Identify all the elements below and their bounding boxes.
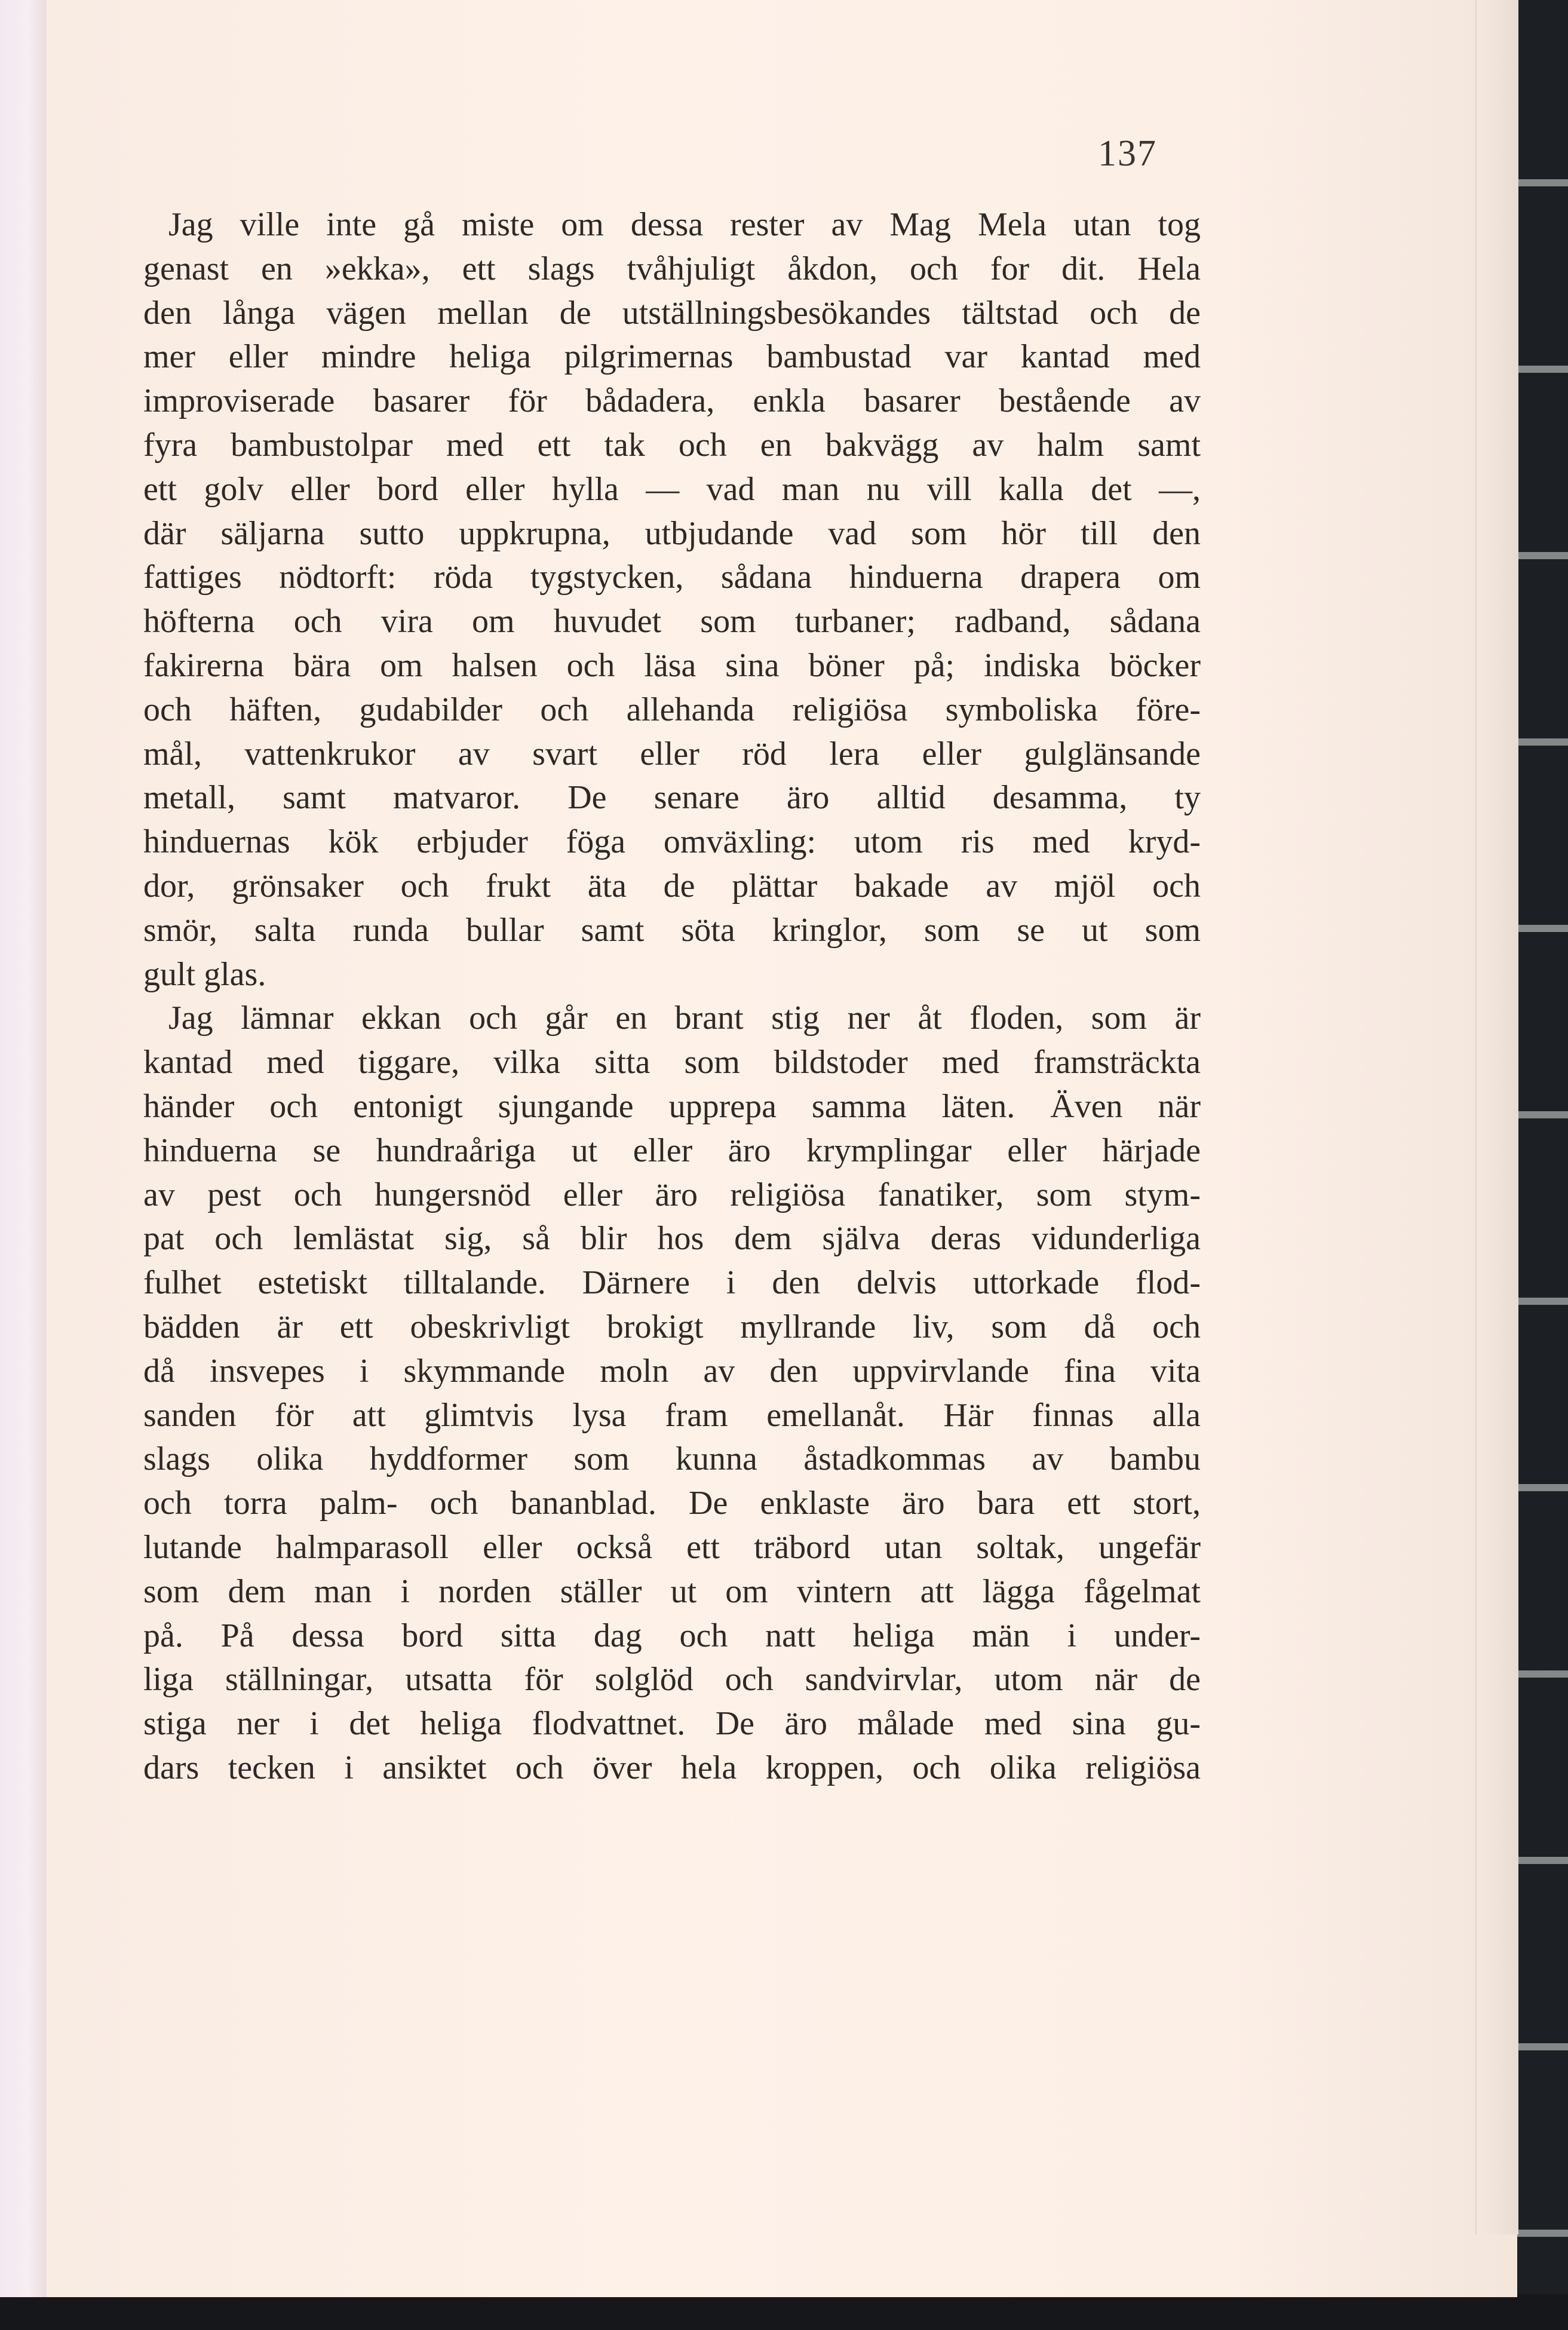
paragraph-2: [143, 997, 1201, 1790]
text-line: lutande halmparasoll eller också ett träbord utan soltak, ungefär: [143, 1528, 1201, 1566]
text-line: hinduerna se hundraåriga ut eller äro krymplingar eller härjade: [143, 1132, 1201, 1169]
text-line: händer och entonigt sjungande upprepa samma läten. Även när: [143, 1087, 1201, 1125]
text-line: och häften, gudabilder och allehanda religiösa symboliska före-: [143, 691, 1201, 728]
text-line: genast en »ekka», ett slags tvåhjuligt åkdon, och for dit. Hela: [143, 250, 1201, 287]
previous-page-edge: [0, 0, 48, 2297]
text-line: fyra bambustolpar med ett tak och en bakvägg av halm samt: [143, 426, 1201, 464]
paragraph-1: [143, 203, 1201, 997]
text-line: stiga ner i det heliga flodvattnet. De äro målade med sina gu-: [143, 1705, 1201, 1743]
scanner-backdrop: [1517, 0, 1568, 2330]
page-number: 137: [1098, 133, 1157, 174]
text-line: fulhet estetiskt tilltalande. Därnere i den delvis uttorkade flod-: [143, 1264, 1201, 1302]
text-line: slags olika hyddformer som kunna åstadkommas av bambu: [143, 1440, 1201, 1478]
text-line: gult glas.: [143, 955, 266, 993]
text-line: mer eller mindre heliga pilgrimernas bambustad var kantad med: [143, 338, 1201, 376]
text-line: som dem man i norden ställer ut om vintern att lägga fågelmat: [143, 1572, 1201, 1610]
text-line: bädden är ett obeskrivligt brokigt myllrande liv, som då och: [143, 1308, 1201, 1345]
text-line: dars tecken i ansiktet och över hela kroppen, och olika religiösa: [143, 1749, 1201, 1786]
text-line: på. På dessa bord sitta dag och natt heliga män i under-: [143, 1617, 1201, 1654]
scanner-backdrop-bottom: [0, 2294, 1568, 2330]
text-line: improviserade basarer för bådadera, enkla basarer bestående av: [143, 382, 1201, 420]
text-line: den långa vägen mellan de utställningsbesökandes tältstad och de: [143, 294, 1201, 332]
text-line: då insvepes i skymmande moln av den uppvirvlande fina vita: [143, 1352, 1201, 1390]
text-line: Jag lämnar ekkan och går en brant stig ner åt floden, som är: [168, 1000, 1201, 1037]
text-line: fattiges nödtorft: röda tygstycken, sådana hinduerna drapera om: [143, 559, 1201, 596]
text-line: Jag ville inte gå miste om dessa rester av Mag Mela utan tog: [168, 206, 1201, 243]
text-line: där säljarna sutto uppkrupna, utbjudande vad som hör till den: [143, 514, 1201, 552]
text-line: av pest och hungersnöd eller äro religiösa fanatiker, som stym-: [143, 1176, 1201, 1213]
text-line: kantad med tiggare, vilka sitta som bildstoder med framsträckta: [143, 1044, 1201, 1081]
text-line: och torra palm- och bananblad. De enklaste äro bara ett stort,: [143, 1485, 1201, 1522]
text-line: metall, samt matvaror. De senare äro alltid desamma, ty: [143, 779, 1201, 817]
text-line: sanden för att glimtvis lysa fram emellanåt. Här finnas alla: [143, 1396, 1201, 1434]
page-stack-edge: [1475, 0, 1518, 2234]
text-line: ett golv eller bord eller hylla — vad man nu vill kalla det —,: [143, 470, 1201, 508]
body-text: [143, 203, 1201, 1791]
text-line: dor, grönsaker och frukt äta de plättar bakade av mjöl och: [143, 867, 1201, 905]
text-line: smör, salta runda bullar samt söta kringlor, som se ut som: [143, 911, 1201, 949]
text-line: fakirerna bära om halsen och läsa sina böner på; indiska böcker: [143, 646, 1201, 684]
text-line: höfterna och vira om huvudet som turbaner; radband, sådana: [143, 603, 1201, 640]
text-line: liga ställningar, utsatta för solglöd och sandvirvlar, utom när de: [143, 1661, 1201, 1699]
text-line: mål, vattenkrukor av svart eller röd lera eller gulglänsande: [143, 735, 1201, 772]
text-line: pat och lemlästat sig, så blir hos dem själva deras vidunderliga: [143, 1220, 1201, 1258]
text-line: hinduernas kök erbjuder föga omväxling: utom ris med kryd-: [143, 823, 1201, 861]
